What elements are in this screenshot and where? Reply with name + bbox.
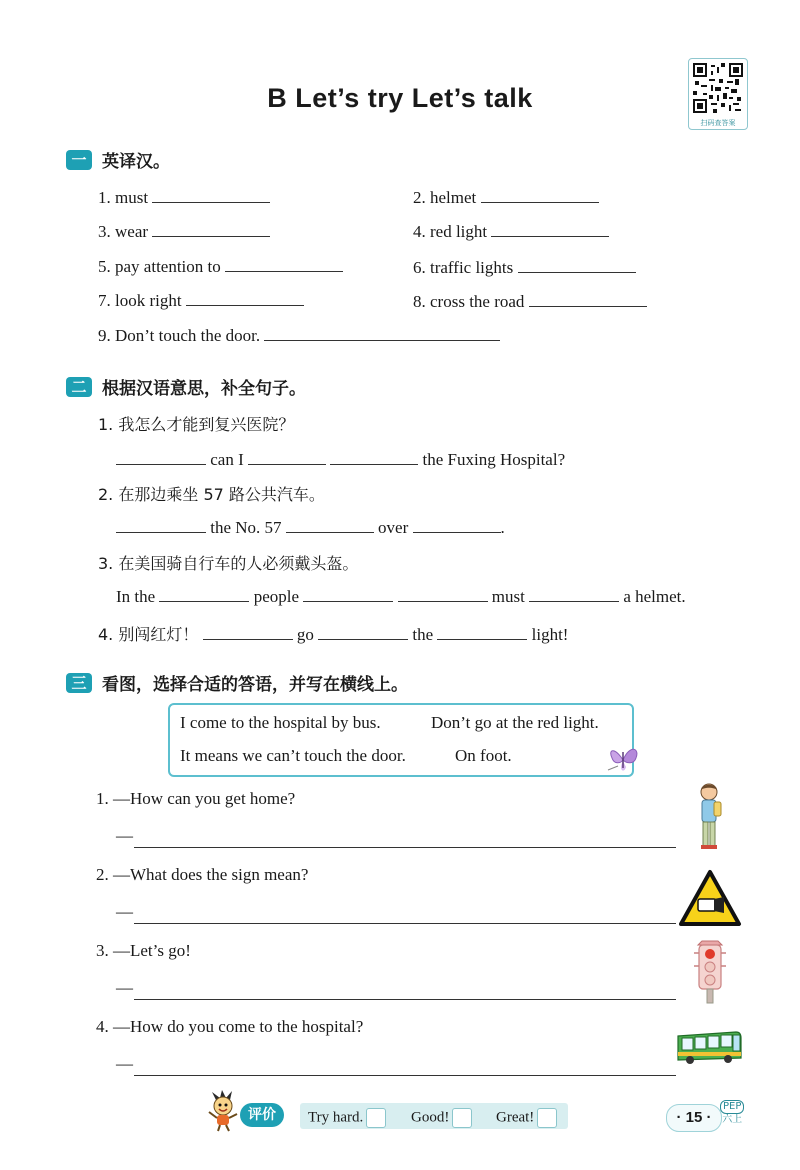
answer-blank[interactable] xyxy=(225,270,343,272)
section2-badge: 二 xyxy=(66,377,92,397)
answer-options-box xyxy=(168,703,634,777)
answer-blank[interactable] xyxy=(186,304,304,306)
answer-blank[interactable] xyxy=(286,531,374,533)
answer-blank[interactable] xyxy=(491,235,609,237)
answer-dash: — xyxy=(116,1054,133,1073)
qr-caption: 扫码查答案 xyxy=(700,119,736,127)
section2-title: 根据汉语意思，补全句子。 xyxy=(102,379,306,399)
answer-blank[interactable] xyxy=(303,600,393,602)
answer-blank[interactable] xyxy=(529,600,619,602)
sentence-3-english: In the people must a helmet. xyxy=(116,587,686,606)
answer-line-3[interactable] xyxy=(134,998,676,1000)
sentence-3-chinese: 3. 在美国骑自行车的人必须戴头盔。 xyxy=(98,554,359,573)
sentence-2-english: the No. 57 over . xyxy=(116,518,505,538)
sentence-1-english: can I the Fuxing Hospital? xyxy=(116,450,565,470)
eval-try-hard: Try hard. xyxy=(308,1108,386,1128)
eval-try-hard-checkbox[interactable] xyxy=(366,1108,386,1128)
answer-line-2[interactable] xyxy=(134,922,676,924)
vocab-item-7: 7. look right xyxy=(98,291,304,311)
section3-heading xyxy=(66,670,408,695)
answer-dash: — xyxy=(116,978,133,997)
sentence-4: 4. 别闯红灯！ go the light! xyxy=(98,625,569,644)
answer-dash: — xyxy=(116,902,133,921)
answer-blank[interactable] xyxy=(398,600,488,602)
answer-blank[interactable] xyxy=(116,531,206,533)
bus-icon xyxy=(674,1028,744,1068)
vocab-item-2: 2. helmet xyxy=(413,188,599,208)
answer-blank[interactable] xyxy=(413,531,501,533)
option-1[interactable]: I come to the hospital by bus. xyxy=(180,713,381,732)
vocab-item-8: 8. cross the road xyxy=(413,292,647,312)
evaluation-label: 评价 xyxy=(240,1103,284,1127)
page-number: · 15 · xyxy=(666,1104,722,1132)
sentence-1-chinese: 1. 我怎么才能到复兴医院？ xyxy=(98,415,295,434)
option-2[interactable]: Don’t go at the red light. xyxy=(431,713,599,732)
mascot-icon xyxy=(206,1090,242,1132)
eval-great: Great! xyxy=(496,1108,557,1128)
vocab-item-3: 3. wear xyxy=(98,222,270,242)
vocab-item-9: 9. Don’t touch the door. xyxy=(98,326,500,346)
traffic-light-icon xyxy=(690,939,730,1005)
answer-dash: — xyxy=(116,826,133,845)
answer-blank[interactable] xyxy=(152,235,270,237)
vocab-item-6: 6. traffic lights xyxy=(413,258,636,278)
vocab-item-5: 5. pay attention to xyxy=(98,257,343,277)
answer-blank[interactable] xyxy=(529,305,647,307)
answer-blank[interactable] xyxy=(159,600,249,602)
edition-top: PEP xyxy=(720,1100,744,1114)
section1-badge: 一 xyxy=(66,150,92,170)
dialog-question-3: 3. —Let’s go! xyxy=(96,941,191,960)
dialog-question-2: 2. —What does the sign mean? xyxy=(96,865,309,884)
answer-blank[interactable] xyxy=(248,463,326,465)
section2-heading xyxy=(66,374,306,399)
answer-line-1[interactable] xyxy=(134,846,676,848)
butterfly-icon xyxy=(604,740,642,778)
page-title: B Let’s try Let’s talk xyxy=(267,83,533,113)
vocab-item-4: 4. red light xyxy=(413,222,609,242)
eval-good: Good! xyxy=(411,1108,472,1128)
answer-line-4[interactable] xyxy=(134,1074,676,1076)
edition-mark xyxy=(720,1100,744,1126)
section3-title: 看图，选择合适的答语，并写在横线上。 xyxy=(102,675,408,695)
section1-heading xyxy=(66,147,170,172)
dialog-question-4: 4. —How do you come to the hospital? xyxy=(96,1017,364,1036)
answer-blank[interactable] xyxy=(330,463,418,465)
answer-blank[interactable] xyxy=(518,271,636,273)
answer-blank[interactable] xyxy=(318,638,408,640)
dialog-question-1: 1. —How can you get home? xyxy=(96,789,296,808)
eval-great-checkbox[interactable] xyxy=(537,1108,557,1128)
eval-good-checkbox[interactable] xyxy=(452,1108,472,1128)
answer-blank[interactable] xyxy=(437,638,527,640)
vocab-item-1: 1. must xyxy=(98,188,270,208)
answer-blank[interactable] xyxy=(264,339,500,341)
option-3[interactable]: It means we can’t touch the door. xyxy=(180,746,406,765)
option-4[interactable]: On foot. xyxy=(455,746,512,765)
sentence-2-chinese: 2. 在那边乘坐 57 路公共汽车。 xyxy=(98,485,325,504)
section1-title: 英译汉。 xyxy=(102,152,170,172)
edition-bottom: 六上 xyxy=(722,1114,743,1125)
section3-badge: 三 xyxy=(66,673,92,693)
answer-blank[interactable] xyxy=(152,201,270,203)
boy-walking-icon xyxy=(694,782,724,852)
sentence-4-chinese: 4. 别闯红灯！ xyxy=(98,625,199,644)
warning-sign-icon xyxy=(678,869,742,927)
qr-code-icon[interactable] xyxy=(688,58,748,130)
answer-blank[interactable] xyxy=(481,201,599,203)
answer-blank[interactable] xyxy=(116,463,206,465)
answer-blank[interactable] xyxy=(203,638,293,640)
